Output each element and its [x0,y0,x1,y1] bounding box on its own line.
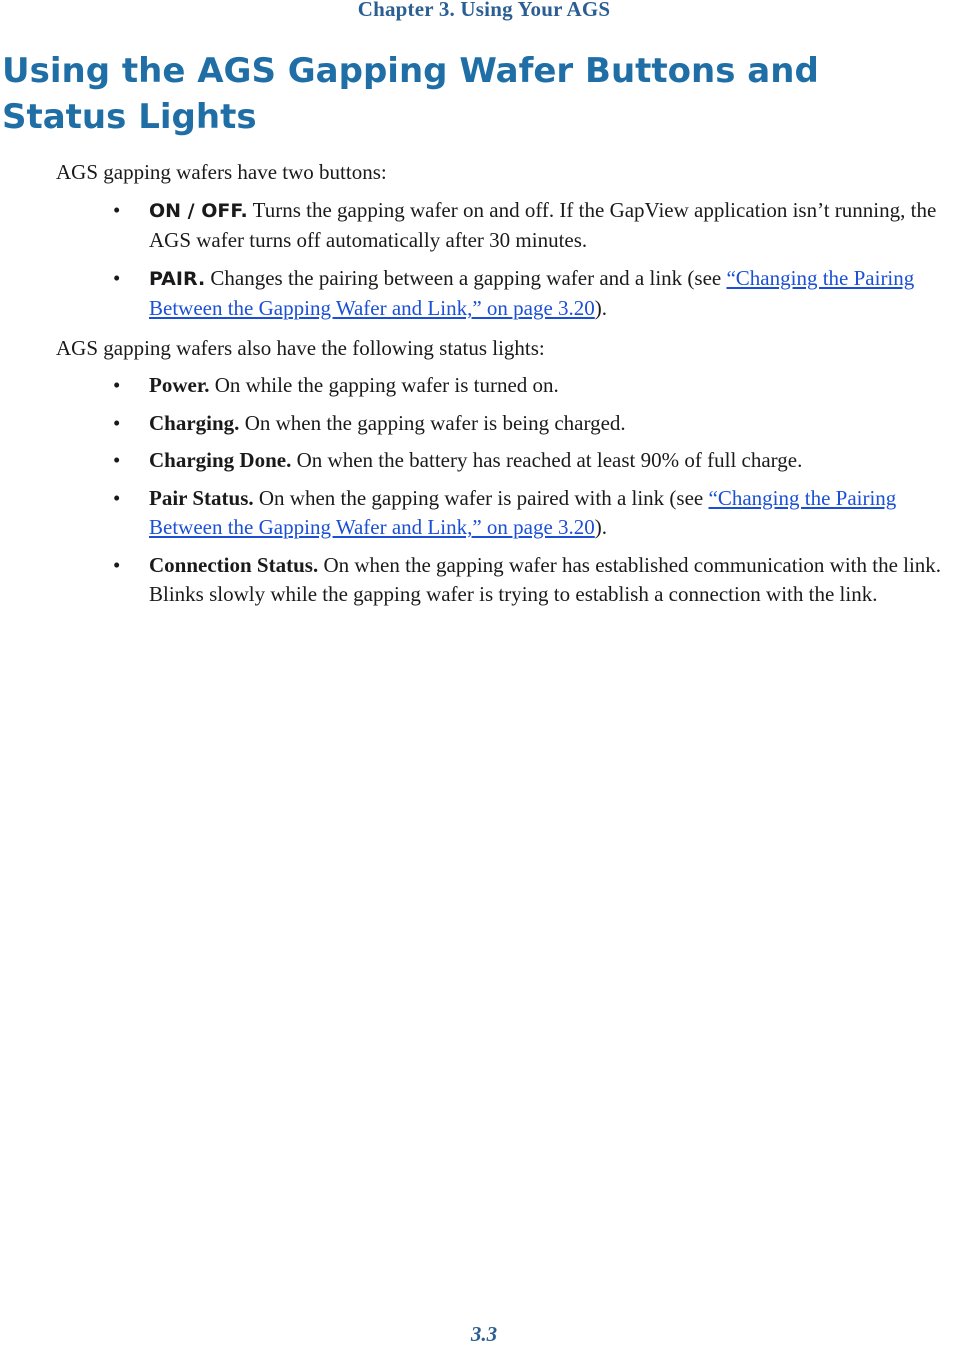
bullet-marker: • [113,373,121,397]
description-charging-done: On when the battery has reached at least 90% of full charge. [291,448,803,472]
section-title: Using the AGS Gapping Wafer Buttons and Status Lights [2,51,819,137]
cross-reference-link-pairing[interactable]: “Changing the Pairing Between the Gapping Wafer and Link,” on page 3.20 [149,265,915,320]
term-connection-status: Connection Status. [149,552,319,577]
term-charging-done: Charging Done. [149,448,292,472]
term-pair-status: Pair Status. [149,485,254,510]
list-item-on-off [56,196,968,256]
list-item-charging [56,409,968,439]
list-item-pair [56,264,968,324]
list-item-charging-done [56,446,968,476]
body-content [56,158,968,620]
cross-reference-link-pairing[interactable]: “Changing the Pairing Between the Gapping Wafer and Link,” on page 3.20 [149,485,897,539]
term-charging: Charging. [149,410,240,435]
buttons-list [56,196,968,324]
bullet-marker: • [113,197,121,222]
list-item-power [56,371,968,401]
term-power: Power. [149,373,210,397]
buttons-intro: AGS gapping wafers have two buttons: [56,160,387,184]
list-item-connection-status [56,551,968,610]
list-item-pair-status [56,484,968,543]
description-pair-status: On when the gapping wafer is paired with a link (see [253,485,709,510]
status-lights-intro: AGS gapping wafers also have the following status lights: [56,335,545,360]
description-charging: On when the gapping wafer is being charged. [239,410,626,435]
description-on-off: Turns the gapping wafer on and off. If the GapView application isn’t running, the AGS wafer turns off automatically after 30 minutes. [149,197,937,252]
description-power: On while the gapping wafer is turned on. [209,373,559,397]
page-number: 3.3 [470,1322,498,1346]
bullet-marker: • [113,265,121,290]
description-pair-end: ). [594,296,608,320]
term-on-off: ON / OFF. [149,199,248,222]
bullet-marker: • [113,552,121,577]
bullet-marker: • [113,448,121,472]
running-header-chapter-title: Chapter 3. Using Your AGS [357,0,611,21]
term-pair: PAIR. [149,267,206,290]
description-connection-status: On when the gapping wafer has established communication with the link. Blinks slowly while the gapping wafer is trying to establish a connection with the link. [149,552,942,606]
bullet-marker: • [113,410,121,435]
bullet-marker: • [113,485,121,510]
description-pair: Changes the pairing between a gapping wafer and a link (see [205,265,727,290]
description-pair-status-end: ). [594,515,608,539]
status-lights-list [56,371,968,610]
